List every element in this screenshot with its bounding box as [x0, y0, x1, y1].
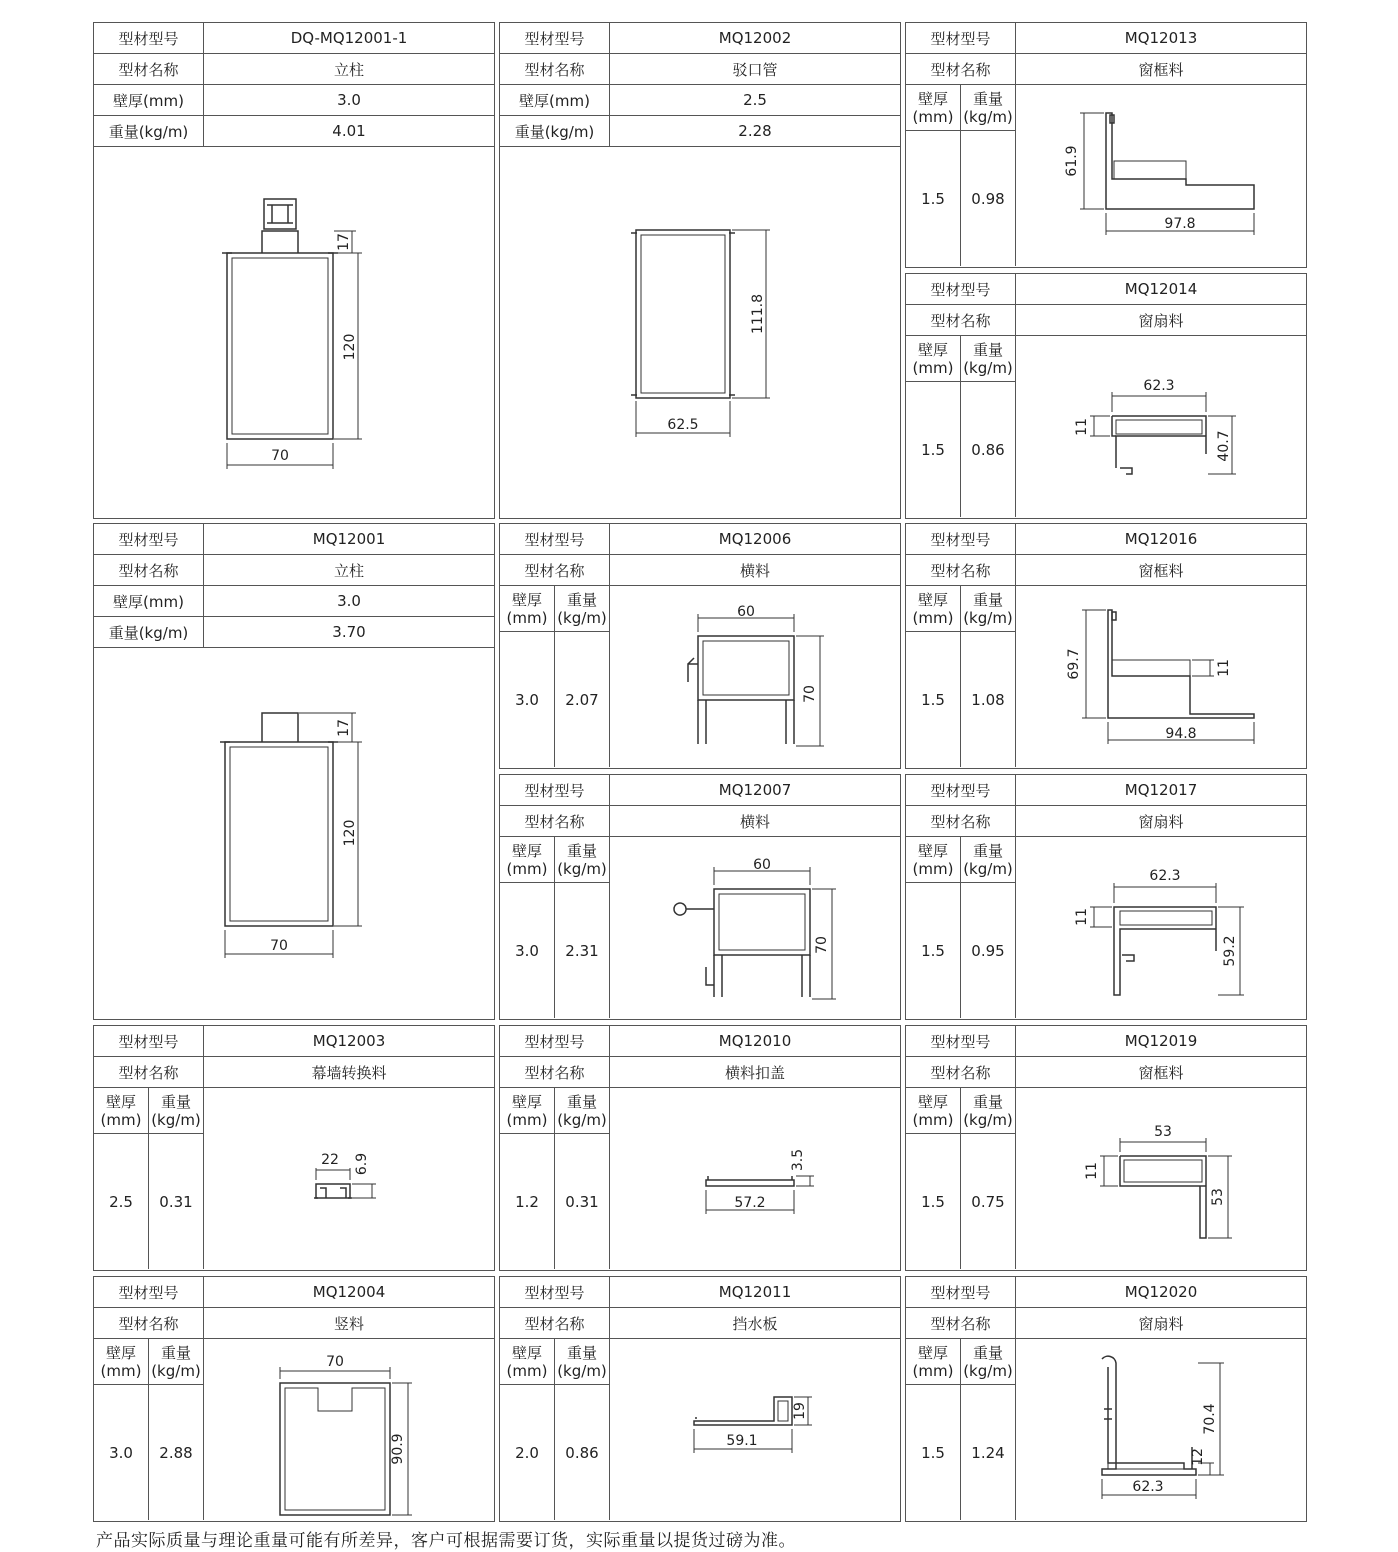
weight-value: 0.31: [149, 1134, 204, 1269]
profile-card-MQ12016: [905, 523, 1307, 769]
name-value: 窗扇料: [1138, 1314, 1184, 1333]
label-name: 型材名称: [94, 1308, 204, 1338]
label-name: 型材名称: [906, 1308, 1016, 1338]
dim-label: 70.4: [1202, 1403, 1218, 1435]
profile-card-MQ12001: [93, 523, 495, 1020]
model-value: MQ12011: [718, 1283, 792, 1301]
weight-value: 2.31: [555, 883, 610, 1018]
dim-label: 62.5: [667, 417, 699, 433]
dim-label: 60: [737, 604, 755, 620]
name-value: 横料: [739, 561, 770, 580]
model-value: MQ12004: [312, 1283, 386, 1301]
label-model: 型材型号: [906, 274, 1016, 304]
profile-card-MQ12013: [905, 22, 1307, 268]
thickness-value: 2.5: [94, 1134, 149, 1269]
weight-value: 0.86: [961, 382, 1016, 517]
weight-value: 2.07: [555, 632, 610, 767]
dim-label: 53: [1210, 1188, 1226, 1206]
profile-card-MQ12014: [905, 273, 1307, 519]
profile-drawing: [94, 147, 494, 517]
model-value: MQ12020: [1124, 1283, 1198, 1301]
label-weight: 重量(kg/m): [94, 617, 204, 647]
model-value: MQ12003: [312, 1032, 386, 1050]
profile-drawing: [610, 586, 900, 767]
label-name: 型材名称: [500, 555, 610, 585]
label-model: 型材型号: [906, 775, 1016, 805]
profile-card-MQ12017: [905, 774, 1307, 1020]
thickness-value: 1.5: [906, 131, 961, 266]
profile-drawing: [1016, 1339, 1306, 1520]
label-model: 型材型号: [94, 524, 204, 554]
label-weight: 重量(kg/m): [94, 116, 204, 146]
label-name: 型材名称: [906, 1057, 1016, 1087]
model-value: MQ12016: [1124, 530, 1198, 548]
label-name: 型材名称: [906, 555, 1016, 585]
label-thickness: 壁厚(mm): [94, 586, 204, 616]
thickness-value: 1.5: [906, 1385, 961, 1520]
dim-label: 90.9: [390, 1433, 406, 1465]
dim-label: 40.7: [1216, 430, 1232, 462]
weight-value: 3.70: [332, 623, 366, 641]
dim-label: 120: [342, 819, 358, 847]
name-value: 驳口管: [732, 60, 778, 79]
dim-label: 6.9: [354, 1152, 370, 1176]
profile-drawing: [1016, 336, 1306, 517]
thickness-header: 壁厚 (mm): [500, 1339, 555, 1385]
weight-header: 重量 (kg/m): [555, 586, 610, 632]
model-value: MQ12002: [718, 29, 792, 47]
dim-label: 70: [802, 685, 818, 703]
footer-note: 产品实际质量与理论重量可能有所差异，客户可根据需要订货，实际重量以提货过磅为准。: [96, 1531, 796, 1551]
dim-label: 19: [792, 1402, 808, 1420]
model-value: DQ-MQ12001-1: [290, 29, 408, 47]
label-model: 型材型号: [94, 1026, 204, 1056]
profile-drawing: [204, 1088, 494, 1269]
dim-label: 62.3: [1149, 868, 1181, 884]
label-name: 型材名称: [500, 806, 610, 836]
weight-value: 0.86: [555, 1385, 610, 1520]
profile-card-MQ12002: [499, 22, 901, 519]
dim-label: 97.8: [1164, 216, 1196, 232]
label-model: 型材型号: [500, 23, 610, 53]
weight-value: 0.98: [961, 131, 1016, 266]
thickness-value: 1.2: [500, 1134, 555, 1269]
label-model: 型材型号: [906, 1026, 1016, 1056]
label-name: 型材名称: [500, 1057, 610, 1087]
dim-label: 70: [326, 1354, 344, 1370]
name-value: 横料: [739, 812, 770, 831]
label-model: 型材型号: [906, 1277, 1016, 1307]
dim-label: 70: [271, 448, 289, 464]
label-model: 型材型号: [500, 1026, 610, 1056]
dim-label: 60: [753, 857, 771, 873]
label-weight: 重量(kg/m): [500, 116, 610, 146]
name-value: 横料扣盖: [724, 1063, 785, 1082]
thickness-header: 壁厚 (mm): [906, 1088, 961, 1134]
profile-card-MQ12011: [499, 1276, 901, 1522]
label-name: 型材名称: [906, 806, 1016, 836]
weight-header: 重量 (kg/m): [961, 837, 1016, 883]
dim-label: 17: [336, 233, 352, 251]
thickness-header: 壁厚 (mm): [906, 586, 961, 632]
thickness-value: 3.0: [94, 1385, 149, 1520]
label-thickness: 壁厚(mm): [94, 85, 204, 115]
label-model: 型材型号: [94, 1277, 204, 1307]
thickness-value: 3.0: [500, 883, 555, 1018]
dim-label: 59.1: [726, 1433, 758, 1449]
name-value: 窗框料: [1138, 1063, 1184, 1082]
profile-card-MQ12007: [499, 774, 901, 1020]
dim-label: 59.2: [1222, 935, 1238, 967]
dim-label: 61.9: [1064, 145, 1080, 177]
profile-drawing: [1016, 85, 1306, 266]
label-name: 型材名称: [94, 54, 204, 84]
thickness-header: 壁厚 (mm): [906, 837, 961, 883]
profile-card-MQ12003: [93, 1025, 495, 1271]
dim-label: 17: [336, 719, 352, 737]
name-value: 窗框料: [1138, 60, 1184, 79]
label-name: 型材名称: [906, 54, 1016, 84]
weight-value: 0.75: [961, 1134, 1016, 1269]
label-model: 型材型号: [500, 1277, 610, 1307]
model-value: MQ12010: [718, 1032, 792, 1050]
weight-value: 1.24: [961, 1385, 1016, 1520]
label-name: 型材名称: [500, 1308, 610, 1338]
label-model: 型材型号: [906, 524, 1016, 554]
thickness-value: 2.0: [500, 1385, 555, 1520]
profile-drawing: [94, 648, 494, 1018]
weight-header: 重量 (kg/m): [149, 1088, 204, 1134]
weight-value: 0.95: [961, 883, 1016, 1018]
model-value: MQ12014: [1124, 280, 1198, 298]
thickness-header: 壁厚 (mm): [906, 1339, 961, 1385]
dim-label: 12: [1190, 1448, 1206, 1466]
weight-header: 重量 (kg/m): [555, 1088, 610, 1134]
dim-label: 62.3: [1143, 378, 1175, 394]
weight-value: 2.88: [149, 1385, 204, 1520]
label-model: 型材型号: [500, 775, 610, 805]
weight-value: 4.01: [332, 122, 366, 140]
profile-drawing: [204, 1339, 494, 1520]
dim-label: 69.7: [1066, 648, 1082, 680]
label-name: 型材名称: [94, 1057, 204, 1087]
weight-header: 重量 (kg/m): [961, 85, 1016, 131]
weight-header: 重量 (kg/m): [961, 336, 1016, 382]
thickness-value: 3.0: [500, 632, 555, 767]
thickness-header: 壁厚 (mm): [94, 1088, 149, 1134]
label-thickness: 壁厚(mm): [500, 85, 610, 115]
model-value: MQ12001: [312, 530, 386, 548]
profile-card-MQ12020: [905, 1276, 1307, 1522]
model-value: MQ12017: [1124, 781, 1198, 799]
profile-card-MQ12006: [499, 523, 901, 769]
profile-drawing: [1016, 837, 1306, 1018]
weight-header: 重量 (kg/m): [555, 1339, 610, 1385]
label-name: 型材名称: [906, 305, 1016, 335]
dim-label: 57.2: [734, 1195, 766, 1211]
weight-header: 重量 (kg/m): [961, 1339, 1016, 1385]
dim-label: 70: [270, 938, 288, 954]
dim-label: 94.8: [1165, 726, 1197, 742]
weight-header: 重量 (kg/m): [555, 837, 610, 883]
dim-label: 62.3: [1132, 1479, 1164, 1495]
dim-label: 11: [1074, 908, 1090, 926]
name-value: 窗框料: [1138, 561, 1184, 580]
profile-drawing: [500, 147, 900, 517]
label-name: 型材名称: [500, 54, 610, 84]
profile-card-DQ-MQ12001-1: [93, 22, 495, 519]
name-value: 立柱: [333, 60, 364, 79]
model-value: MQ12019: [1124, 1032, 1198, 1050]
model-value: MQ12006: [718, 530, 792, 548]
profile-drawing: [610, 837, 900, 1018]
dim-label: 11: [1074, 418, 1090, 436]
weight-value: 2.28: [738, 122, 772, 140]
dim-label: 70: [814, 936, 830, 954]
profile-drawing: [1016, 586, 1306, 767]
thickness-header: 壁厚 (mm): [500, 1088, 555, 1134]
thickness-header: 壁厚 (mm): [500, 837, 555, 883]
profile-drawing: [610, 1088, 900, 1269]
profile-card-MQ12019: [905, 1025, 1307, 1271]
model-value: MQ12013: [1124, 29, 1198, 47]
name-value: 竖料: [333, 1314, 364, 1333]
name-value: 幕墙转换料: [311, 1063, 387, 1082]
dim-label: 22: [321, 1152, 339, 1168]
weight-value: 1.08: [961, 632, 1016, 767]
thickness-value: 1.5: [906, 1134, 961, 1269]
thickness-header: 壁厚 (mm): [906, 336, 961, 382]
dim-label: 53: [1154, 1124, 1172, 1140]
profile-drawing: [610, 1339, 900, 1520]
profile-drawing: [1016, 1088, 1306, 1269]
name-value: 窗扇料: [1138, 812, 1184, 831]
dim-label: 111.8: [750, 293, 766, 335]
dim-label: 11: [1084, 1162, 1100, 1180]
dim-label: 11: [1216, 659, 1232, 677]
thickness-header: 壁厚 (mm): [94, 1339, 149, 1385]
label-model: 型材型号: [906, 23, 1016, 53]
dim-label: 120: [342, 333, 358, 361]
thickness-value: 3.0: [337, 592, 361, 610]
thickness-value: 3.0: [337, 91, 361, 109]
label-name: 型材名称: [94, 555, 204, 585]
name-value: 窗扇料: [1138, 311, 1184, 330]
weight-header: 重量 (kg/m): [961, 1088, 1016, 1134]
dim-label: 3.5: [790, 1148, 806, 1172]
name-value: 挡水板: [732, 1314, 778, 1333]
weight-header: 重量 (kg/m): [149, 1339, 204, 1385]
model-value: MQ12007: [718, 781, 792, 799]
thickness-value: 1.5: [906, 632, 961, 767]
label-model: 型材型号: [94, 23, 204, 53]
thickness-header: 壁厚 (mm): [500, 586, 555, 632]
thickness-value: 1.5: [906, 883, 961, 1018]
label-model: 型材型号: [500, 524, 610, 554]
thickness-value: 2.5: [743, 91, 767, 109]
thickness-header: 壁厚 (mm): [906, 85, 961, 131]
name-value: 立柱: [333, 561, 364, 580]
profile-card-MQ12010: [499, 1025, 901, 1271]
weight-value: 0.31: [555, 1134, 610, 1269]
profile-card-MQ12004: [93, 1276, 495, 1522]
thickness-value: 1.5: [906, 382, 961, 517]
weight-header: 重量 (kg/m): [961, 586, 1016, 632]
